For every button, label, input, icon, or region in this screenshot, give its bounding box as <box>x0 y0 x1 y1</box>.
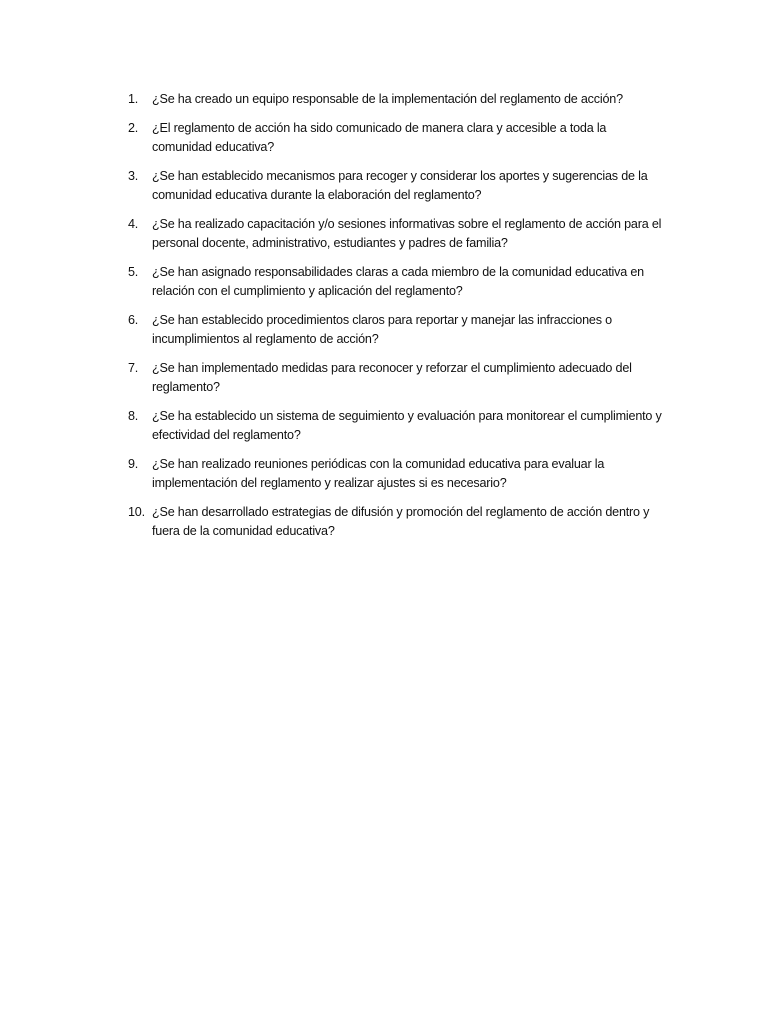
question-item-1 <box>0 90 662 110</box>
question-number: 6. <box>128 312 139 327</box>
question-text: ¿Se ha creado un equipo responsable de la implementación del reglamento de acción? <box>152 92 623 106</box>
question-text: ¿Se ha establecido un sistema de seguimiento y evaluación para monitorear el cumplimiento y efectividad del reglamento? <box>152 408 662 442</box>
question-text: ¿Se ha realizado capacitación y/o sesiones informativas sobre el reglamento de acción para el personal docente, administrativo, estudiantes y padres de familia? <box>152 216 662 250</box>
question-text: ¿Se han realizado reuniones periódicas con la comunidad educativa para evaluar la implementación del reglamento y realizar ajustes si es necesario? <box>152 456 605 490</box>
question-item-9 <box>0 455 662 494</box>
question-list <box>0 90 768 551</box>
question-item-3 <box>0 167 662 206</box>
question-item-7 <box>0 359 662 398</box>
question-item-10 <box>0 503 662 542</box>
question-number: 7. <box>128 360 139 375</box>
question-text: ¿Se han establecido procedimientos claros para reportar y manejar las infracciones o incumplimientos al reglamento de acción? <box>152 312 612 346</box>
question-number: 1. <box>128 92 139 106</box>
question-item-2 <box>0 119 662 158</box>
question-number: 4. <box>128 216 139 231</box>
question-item-5 <box>0 263 662 302</box>
question-number: 10. <box>128 504 145 519</box>
question-item-4 <box>0 215 662 254</box>
question-text: ¿Se han establecido mecanismos para recoger y considerar los aportes y sugerencias de la comunidad educativa durante la elaboración del reglamento? <box>152 168 648 202</box>
question-item-6 <box>0 311 662 350</box>
question-text: ¿Se han asignado responsabilidades claras a cada miembro de la comunidad educativa en relación con el cumplimiento y aplicación del reglamento? <box>152 264 644 298</box>
question-item-8 <box>0 407 662 446</box>
question-number: 8. <box>128 408 139 423</box>
question-number: 9. <box>128 456 139 471</box>
question-text: ¿Se han desarrollado estrategias de difusión y promoción del reglamento de acción dentro y fuera de la comunidad educativa? <box>152 504 650 538</box>
question-number: 3. <box>128 168 139 183</box>
question-number: 5. <box>128 264 139 279</box>
question-number: 2. <box>128 120 139 135</box>
question-text: ¿El reglamento de acción ha sido comunicado de manera clara y accesible a toda la comunidad educativa? <box>152 120 607 154</box>
question-text: ¿Se han implementado medidas para reconocer y reforzar el cumplimiento adecuado del reglamento? <box>152 360 632 394</box>
